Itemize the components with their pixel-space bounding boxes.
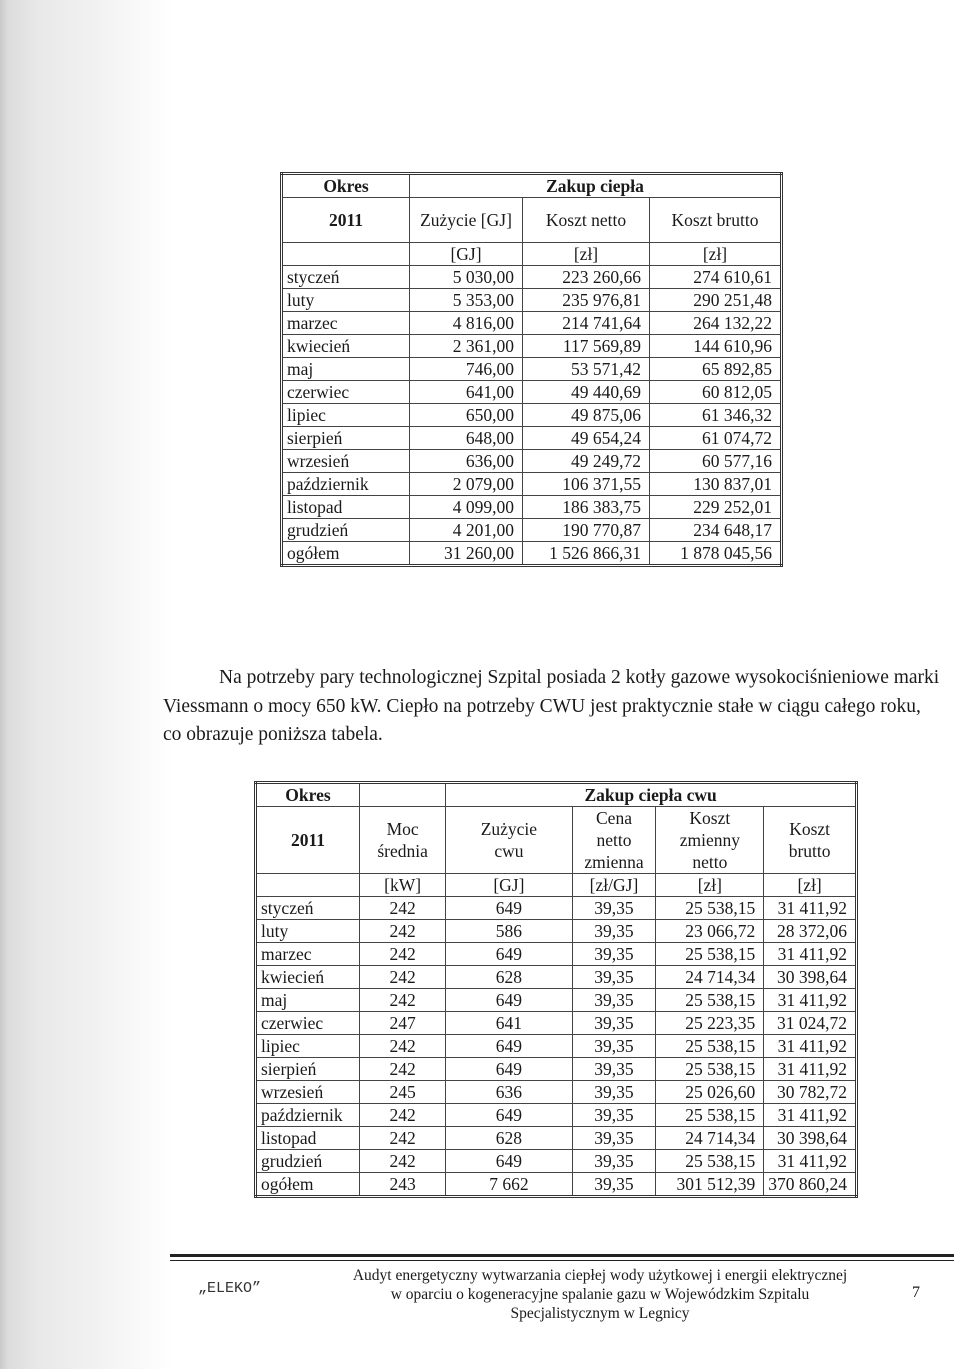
value-cell: 229 252,01 — [650, 496, 782, 519]
table-header-row — [256, 807, 857, 874]
value-cell: 31 411,92 — [764, 897, 857, 920]
table-row — [282, 427, 782, 450]
footer-title — [320, 1266, 880, 1323]
value-cell: 39,35 — [572, 1035, 656, 1058]
value-cell: 39,35 — [572, 966, 656, 989]
value-cell: 23 066,72 — [656, 920, 764, 943]
month-cell: grudzień — [282, 519, 410, 542]
value-cell: 628 — [446, 966, 572, 989]
value-cell: 641 — [446, 1012, 572, 1035]
header-zuzycie: Zużycie [GJ] — [410, 198, 523, 243]
table-header-row — [282, 174, 782, 198]
value-cell: 144 610,96 — [650, 335, 782, 358]
value-cell: 31 411,92 — [764, 989, 857, 1012]
value-cell: 223 260,66 — [523, 266, 650, 289]
month-cell: sierpień — [282, 427, 410, 450]
value-cell: 106 371,55 — [523, 473, 650, 496]
value-cell: 25 538,15 — [656, 1150, 764, 1173]
unit-cell: [kW] — [359, 874, 445, 897]
value-cell: 49 875,06 — [523, 404, 650, 427]
value-cell: 25 538,15 — [656, 943, 764, 966]
table-header-row — [256, 783, 857, 807]
table-row — [282, 404, 782, 427]
table-row — [282, 289, 782, 312]
value-cell: 242 — [359, 1058, 445, 1081]
value-cell: 301 512,39 — [656, 1173, 764, 1197]
value-cell: 242 — [359, 1035, 445, 1058]
value-cell: 53 571,42 — [523, 358, 650, 381]
value-cell: 242 — [359, 1104, 445, 1127]
value-cell: 30 782,72 — [764, 1081, 857, 1104]
page-number: 7 — [912, 1284, 920, 1301]
unit-cell: [zł/GJ] — [572, 874, 656, 897]
unit-cell: [GJ] — [446, 874, 572, 897]
value-cell: 214 741,64 — [523, 312, 650, 335]
value-cell: 39,35 — [572, 1104, 656, 1127]
header-moc: Moc średnia — [359, 807, 445, 874]
value-cell: 242 — [359, 920, 445, 943]
value-cell: 636,00 — [410, 450, 523, 473]
month-cell: lipiec — [282, 404, 410, 427]
header-koszt-netto: Koszt netto — [523, 198, 650, 243]
header-cena: Cena netto zmienna — [572, 807, 656, 874]
table-row — [282, 266, 782, 289]
month-cell: styczeń — [256, 897, 360, 920]
value-cell: 39,35 — [572, 989, 656, 1012]
value-cell: 1 526 866,31 — [523, 542, 650, 566]
value-cell: 39,35 — [572, 943, 656, 966]
value-cell: 130 837,01 — [650, 473, 782, 496]
value-cell: 49 249,72 — [523, 450, 650, 473]
table-row — [256, 1127, 857, 1150]
month-cell: marzec — [256, 943, 360, 966]
month-cell: listopad — [282, 496, 410, 519]
value-cell: 628 — [446, 1127, 572, 1150]
value-cell: 2 361,00 — [410, 335, 523, 358]
value-cell: 60 577,16 — [650, 450, 782, 473]
units-empty — [282, 243, 410, 266]
value-cell: 39,35 — [572, 920, 656, 943]
body-paragraph — [163, 664, 960, 750]
month-cell: styczeń — [282, 266, 410, 289]
value-cell: 274 610,61 — [650, 266, 782, 289]
value-cell: 4 816,00 — [410, 312, 523, 335]
month-cell: październik — [256, 1104, 360, 1127]
value-cell: 31 260,00 — [410, 542, 523, 566]
value-cell: 245 — [359, 1081, 445, 1104]
value-cell: 641,00 — [410, 381, 523, 404]
value-cell: 30 398,64 — [764, 966, 857, 989]
value-cell: 39,35 — [572, 1081, 656, 1104]
table-row — [256, 897, 857, 920]
value-cell: 235 976,81 — [523, 289, 650, 312]
month-cell: kwiecień — [256, 966, 360, 989]
table-units-row — [256, 874, 857, 897]
value-cell: 746,00 — [410, 358, 523, 381]
heat-purchase-table — [280, 172, 783, 567]
unit-zl: [zł] — [650, 243, 782, 266]
value-cell: 39,35 — [572, 1012, 656, 1035]
value-cell: 24 714,34 — [656, 966, 764, 989]
value-cell: 5 030,00 — [410, 266, 523, 289]
month-cell: luty — [282, 289, 410, 312]
paragraph-line: Viessmann o mocy 650 kW. Ciepło na potrzeby CWU jest praktycznie stałe w ciągu całego roku, — [163, 695, 921, 717]
table-body — [282, 266, 782, 566]
header-empty — [359, 783, 445, 807]
table-row — [282, 519, 782, 542]
header-year: 2011 — [282, 198, 410, 243]
table-row — [256, 1035, 857, 1058]
value-cell: 649 — [446, 1058, 572, 1081]
units-empty — [256, 874, 360, 897]
table-row — [282, 335, 782, 358]
value-cell: 649 — [446, 897, 572, 920]
value-cell: 649 — [446, 1150, 572, 1173]
value-cell: 370 860,24 — [764, 1173, 857, 1197]
header-zakup: Zakup ciepła — [410, 174, 782, 198]
value-cell: 117 569,89 — [523, 335, 650, 358]
footer-line: Audyt energetyczny wytwarzania ciepłej wody użytkowej i energii elektrycznej — [352, 1267, 848, 1284]
table-row — [282, 473, 782, 496]
value-cell: 2 079,00 — [410, 473, 523, 496]
footer-line: w oparciu o kogeneracyjne spalanie gazu w Wojewódzkim Szpitalu — [390, 1286, 810, 1303]
value-cell: 247 — [359, 1012, 445, 1035]
table-row — [282, 450, 782, 473]
value-cell: 7 662 — [446, 1173, 572, 1197]
value-cell: 4 201,00 — [410, 519, 523, 542]
hot-water-heat-table — [254, 781, 858, 1198]
header-zakup: Zakup ciepła cwu — [446, 783, 857, 807]
month-cell: maj — [256, 989, 360, 1012]
value-cell: 39,35 — [572, 1127, 656, 1150]
value-cell: 31 024,72 — [764, 1012, 857, 1035]
header-zuzycie: Zużycie cwu — [446, 807, 572, 874]
month-cell: listopad — [256, 1127, 360, 1150]
value-cell: 39,35 — [572, 897, 656, 920]
value-cell: 60 812,05 — [650, 381, 782, 404]
value-cell: 290 251,48 — [650, 289, 782, 312]
value-cell: 190 770,87 — [523, 519, 650, 542]
unit-cell: [zł] — [656, 874, 764, 897]
value-cell: 31 411,92 — [764, 1150, 857, 1173]
table-row — [282, 312, 782, 335]
month-cell: grudzień — [256, 1150, 360, 1173]
value-cell: 242 — [359, 1150, 445, 1173]
value-cell: 243 — [359, 1173, 445, 1197]
paragraph-line: Na potrzeby pary technologicznej Szpital posiada 2 kotły gazowe wysokociśnieniowe marki — [219, 667, 940, 688]
value-cell: 586 — [446, 920, 572, 943]
month-cell: luty — [256, 920, 360, 943]
month-cell: październik — [282, 473, 410, 496]
value-cell: 25 538,15 — [656, 1104, 764, 1127]
value-cell: 636 — [446, 1081, 572, 1104]
table-row — [282, 381, 782, 404]
value-cell: 31 411,92 — [764, 1035, 857, 1058]
value-cell: 4 099,00 — [410, 496, 523, 519]
value-cell: 650,00 — [410, 404, 523, 427]
table-row — [256, 1012, 857, 1035]
table-row — [282, 542, 782, 566]
value-cell: 24 714,34 — [656, 1127, 764, 1150]
month-cell: lipiec — [256, 1035, 360, 1058]
value-cell: 25 538,15 — [656, 897, 764, 920]
value-cell: 649 — [446, 1104, 572, 1127]
month-cell: maj — [282, 358, 410, 381]
paragraph-line: co obrazuje poniższa tabela. — [163, 724, 383, 745]
value-cell: 25 026,60 — [656, 1081, 764, 1104]
value-cell: 30 398,64 — [764, 1127, 857, 1150]
value-cell: 242 — [359, 943, 445, 966]
table-units-row — [282, 243, 782, 266]
value-cell: 61 074,72 — [650, 427, 782, 450]
value-cell: 49 654,24 — [523, 427, 650, 450]
header-koszt-zmienny: Koszt zmienny netto — [656, 807, 764, 874]
footer-divider — [170, 1254, 954, 1261]
table-row — [256, 1173, 857, 1197]
value-cell: 649 — [446, 1035, 572, 1058]
header-okres: Okres — [282, 174, 410, 198]
table-body — [256, 897, 857, 1197]
unit-zl: [zł] — [523, 243, 650, 266]
table-row — [256, 1150, 857, 1173]
value-cell: 31 411,92 — [764, 1104, 857, 1127]
unit-cell: [zł] — [764, 874, 857, 897]
value-cell: 49 440,69 — [523, 381, 650, 404]
value-cell: 242 — [359, 966, 445, 989]
value-cell: 234 648,17 — [650, 519, 782, 542]
month-cell: ogółem — [282, 542, 410, 566]
footer-line: Specjalistycznym w Legnicy — [510, 1305, 690, 1322]
value-cell: 39,35 — [572, 1173, 656, 1197]
month-cell: ogółem — [256, 1173, 360, 1197]
value-cell: 5 353,00 — [410, 289, 523, 312]
table-header-row — [282, 198, 782, 243]
month-cell: wrzesień — [282, 450, 410, 473]
value-cell: 242 — [359, 989, 445, 1012]
footer-organization: „ELEKO” — [198, 1280, 262, 1297]
table-row — [282, 496, 782, 519]
value-cell: 39,35 — [572, 1058, 656, 1081]
header-year: 2011 — [256, 807, 360, 874]
value-cell: 31 411,92 — [764, 943, 857, 966]
header-koszt-brutto: Koszt brutto — [650, 198, 782, 243]
unit-gj: [GJ] — [410, 243, 523, 266]
table-row — [282, 358, 782, 381]
table-row — [256, 920, 857, 943]
value-cell: 1 878 045,56 — [650, 542, 782, 566]
header-koszt-brutto: Koszt brutto — [764, 807, 857, 874]
value-cell: 264 132,22 — [650, 312, 782, 335]
header-okres: Okres — [256, 783, 360, 807]
month-cell: czerwiec — [256, 1012, 360, 1035]
table-row — [256, 1058, 857, 1081]
value-cell: 649 — [446, 943, 572, 966]
value-cell: 61 346,32 — [650, 404, 782, 427]
value-cell: 242 — [359, 1127, 445, 1150]
value-cell: 39,35 — [572, 1150, 656, 1173]
value-cell: 65 892,85 — [650, 358, 782, 381]
value-cell: 649 — [446, 989, 572, 1012]
table-row — [256, 1081, 857, 1104]
month-cell: marzec — [282, 312, 410, 335]
value-cell: 186 383,75 — [523, 496, 650, 519]
month-cell: czerwiec — [282, 381, 410, 404]
value-cell: 25 538,15 — [656, 1058, 764, 1081]
table-row — [256, 966, 857, 989]
table-row — [256, 1104, 857, 1127]
value-cell: 25 538,15 — [656, 1035, 764, 1058]
value-cell: 25 538,15 — [656, 989, 764, 1012]
table-row — [256, 943, 857, 966]
value-cell: 648,00 — [410, 427, 523, 450]
month-cell: sierpień — [256, 1058, 360, 1081]
value-cell: 25 223,35 — [656, 1012, 764, 1035]
value-cell: 242 — [359, 897, 445, 920]
scan-shadow — [0, 0, 175, 1369]
value-cell: 31 411,92 — [764, 1058, 857, 1081]
value-cell: 28 372,06 — [764, 920, 857, 943]
table-row — [256, 989, 857, 1012]
month-cell: wrzesień — [256, 1081, 360, 1104]
month-cell: kwiecień — [282, 335, 410, 358]
